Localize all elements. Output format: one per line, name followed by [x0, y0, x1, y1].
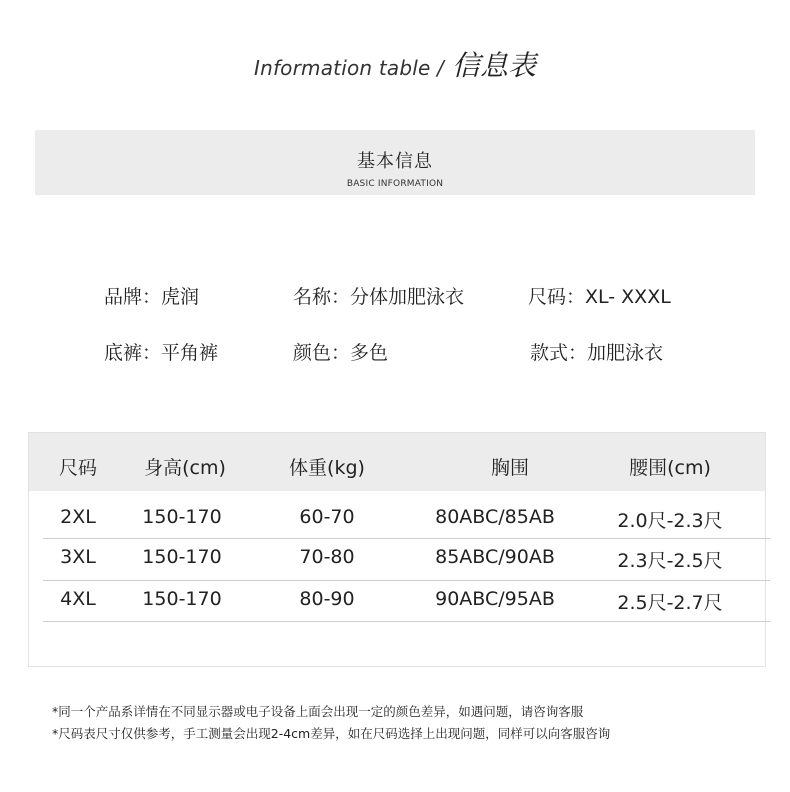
table-header	[29, 433, 765, 491]
cell-weight: 80-90	[299, 588, 355, 610]
header-waist: 腰围(cm)	[629, 457, 711, 479]
note-color-difference: *同一个产品系详情在不同显示器或电子设备上面会出现一定的颜色差异，如遇问题，请咨询客服	[52, 704, 584, 719]
cell-bust: 85ABC/90AB	[435, 546, 555, 568]
header-height: 身高(cm)	[144, 457, 226, 479]
cell-waist: 2.3尺-2.5尺	[617, 550, 723, 572]
cell-height: 150-170	[142, 588, 222, 610]
cell-waist: 2.5尺-2.7尺	[617, 592, 723, 614]
info-color: 颜色：多色	[293, 342, 389, 364]
info-size: 尺码：XL- XXXL	[528, 286, 671, 308]
info-style: 款式：加肥泳衣	[530, 342, 664, 364]
cell-height: 150-170	[142, 546, 222, 568]
row-divider	[43, 621, 770, 622]
cell-weight: 60-70	[299, 506, 355, 528]
cell-size: 3XL	[60, 546, 96, 568]
banner-subtitle: BASIC INFORMATION	[346, 179, 444, 189]
title-english: Information table /	[253, 56, 444, 80]
note-size-reference: *尺码表尺寸仅供参考，手工测量会出现2-4cm差异，如在尺码选择上出现问题，同样可以向客服咨询	[52, 726, 611, 741]
row-divider	[43, 580, 770, 581]
page-title	[0, 44, 790, 84]
cell-bust: 90ABC/95AB	[435, 588, 555, 610]
cell-height: 150-170	[142, 506, 222, 528]
title-chinese: 信息表	[452, 49, 537, 82]
banner-title: 基本信息	[357, 151, 433, 172]
row-divider	[43, 538, 770, 539]
size-table	[28, 432, 766, 667]
info-bottoms: 底裤：平角裤	[104, 342, 219, 364]
cell-size: 2XL	[60, 506, 96, 528]
header-bust: 胸围	[490, 457, 530, 479]
cell-bust: 80ABC/85AB	[435, 506, 555, 528]
basic-info-banner	[35, 130, 755, 195]
info-name: 名称：分体加肥泳衣	[293, 286, 465, 308]
cell-size: 4XL	[60, 588, 96, 610]
header-weight: 体重(kg)	[289, 457, 365, 479]
cell-weight: 70-80	[299, 546, 355, 568]
cell-waist: 2.0尺-2.3尺	[617, 510, 723, 532]
info-brand: 品牌：虎润	[104, 286, 200, 308]
header-size: 尺码	[58, 457, 98, 479]
